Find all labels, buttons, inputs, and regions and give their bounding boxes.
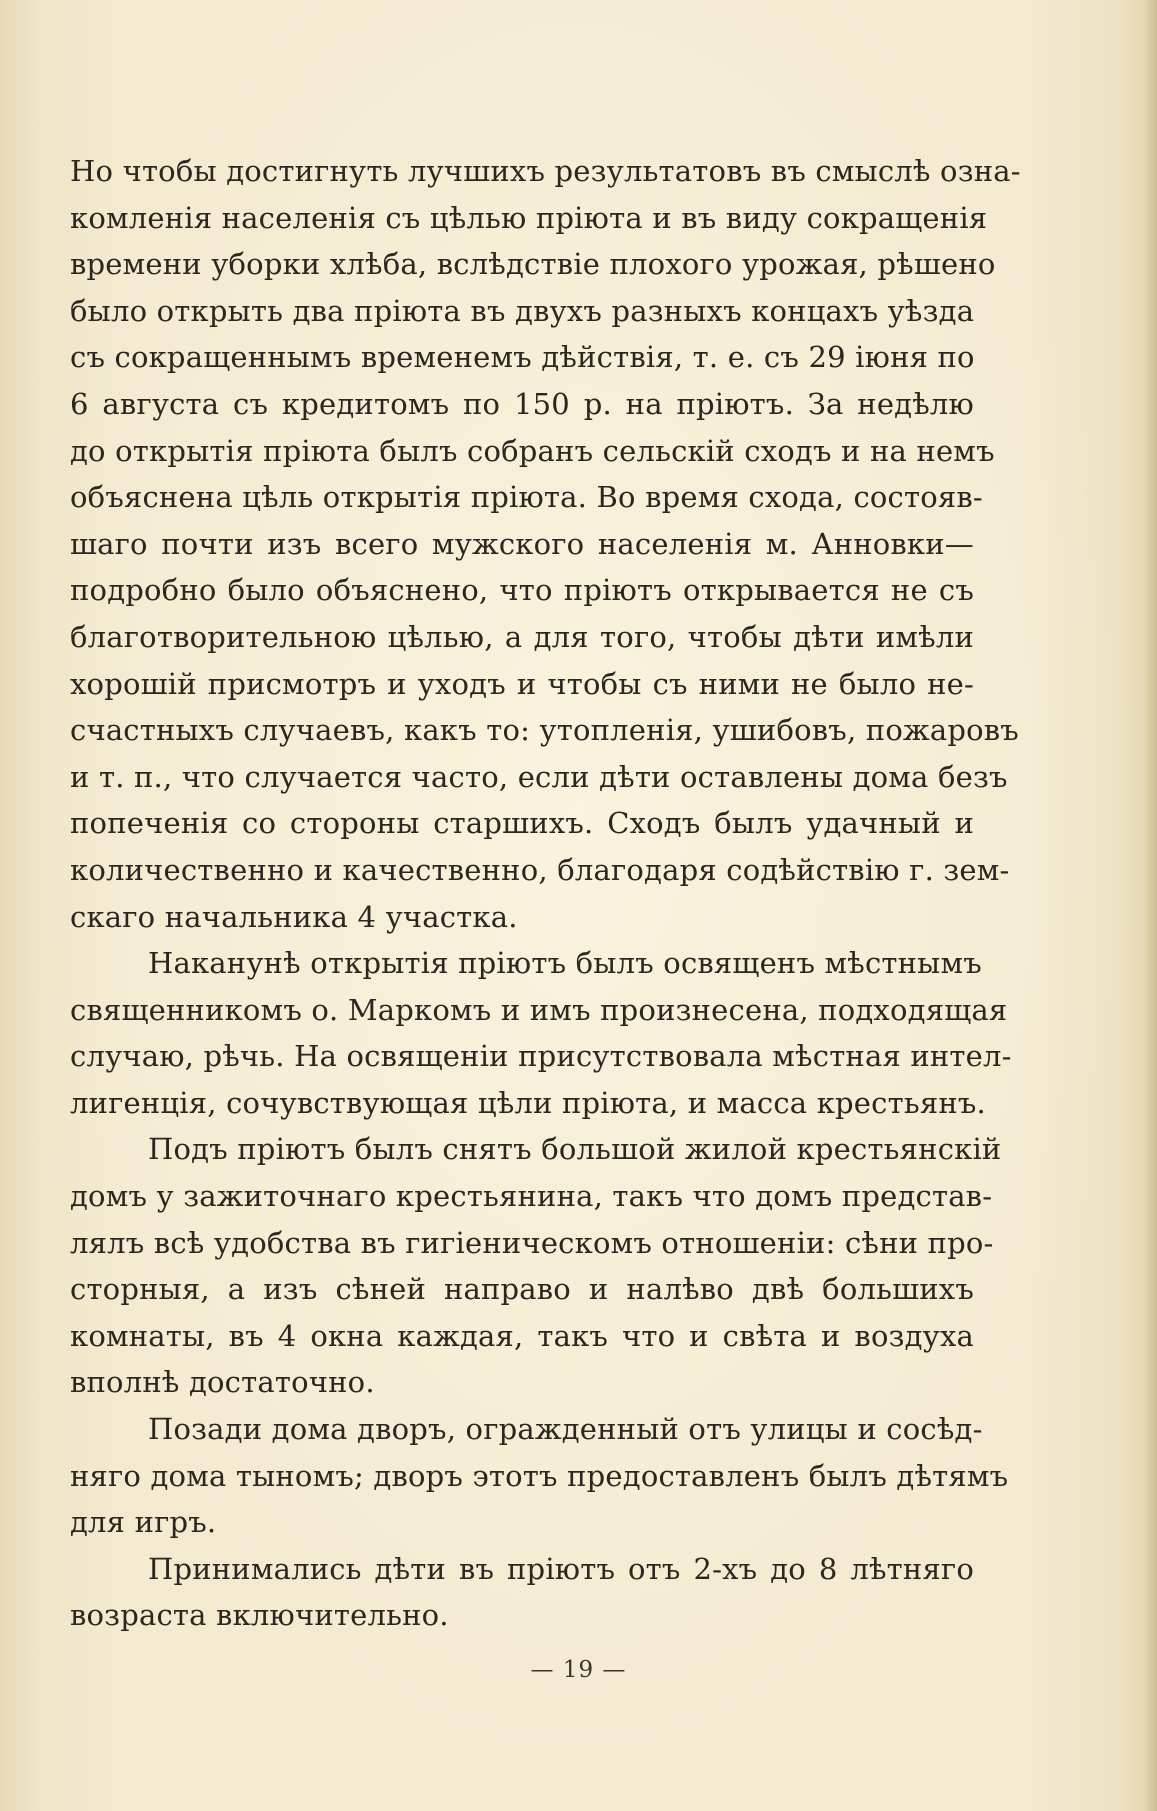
text-line: Принимались дѣти въ пріютъ отъ 2-хъ до 8 лѣтняго: [148, 1551, 974, 1586]
text-line: количественно и качественно, благодаря содѣйствію г. зем-: [70, 852, 1010, 887]
text-line: Позади дома дворъ, огражденный отъ улицы и сосѣд-: [148, 1412, 983, 1447]
text-line: возраста включительно.: [70, 1598, 449, 1633]
text-line: и т. п., что случается часто, если дѣти оставлены дома безъ: [70, 759, 1008, 794]
page-number: — 19 —: [530, 1657, 627, 1683]
text-line: комнаты, въ 4 окна каждая, такъ что и свѣта и воздуха: [70, 1318, 974, 1353]
text-line: шаго почти изъ всего мужского населенія м. Анновки—: [70, 526, 974, 561]
text-line: попеченія со стороны старшихъ. Сходъ былъ удачный и: [70, 806, 974, 841]
text-line: комленія населенія съ цѣлью пріюта и въ виду сокращенія: [70, 200, 988, 235]
text-line: лигенція, сочувствующая цѣли пріюта, и масса крестьянъ.: [70, 1085, 986, 1120]
text-line: Но чтобы достигнуть лучшихъ результатовъ въ смыслѣ озна-: [70, 154, 1021, 188]
text-line: благотворительною цѣлью, а для того, чтобы дѣти имѣли: [70, 619, 974, 654]
body-text: [70, 148, 1021, 1639]
text-line: было открыть два пріюта въ двухъ разныхъ концахъ уѣзда: [70, 293, 975, 328]
text-line: подробно было объяснено, что пріютъ открывается не съ: [70, 573, 974, 608]
text-line: съ сокращеннымъ временемъ дѣйствія, т. е. съ 29 іюня по: [70, 340, 975, 375]
text-line: скаго начальника 4 участка.: [70, 899, 518, 934]
text-line: Подъ пріютъ былъ снятъ большой жилой крестьянскій: [148, 1132, 1002, 1167]
text-line: 6 августа съ кредитомъ по 150 р. на пріютъ. За недѣлю: [70, 386, 974, 421]
text-line: объяснена цѣль открытія пріюта. Во время схода, состояв-: [70, 480, 983, 515]
text-line: хорошій присмотръ и уходъ и чтобы съ ними не было не-: [70, 666, 974, 701]
text-line: Наканунѣ открытія пріютъ былъ освященъ мѣстнымъ: [148, 946, 982, 981]
text-line: сторныя, а изъ сѣней направо и налѣво двѣ большихъ: [70, 1272, 974, 1307]
text-line: вполнѣ достаточно.: [70, 1365, 375, 1400]
text-line: времени уборки хлѣба, вслѣдствіе плохого урожая, рѣшено: [70, 247, 996, 282]
text-line: до открытія пріюта былъ собранъ сельскій сходъ и на немъ: [70, 433, 995, 468]
text-line: случаю, рѣчь. На освященіи присутствовала мѣстная интел-: [70, 1039, 1012, 1074]
text-line: для игръ.: [70, 1505, 217, 1540]
text-line: домъ у зажиточнаго крестьянина, такъ что домъ представ-: [70, 1179, 993, 1214]
page-edge-shadow: [1143, 0, 1157, 1811]
text-line: священникомъ о. Маркомъ и имъ произнесена, подходящая: [70, 992, 1008, 1027]
text-line: лялъ всѣ удобства въ гигіеническомъ отношеніи: сѣни про-: [70, 1225, 994, 1260]
text-line: счастныхъ случаевъ, какъ то: утопленія, ушибовъ, пожаровъ: [70, 713, 1019, 748]
text-line: няго дома тыномъ; дворъ этотъ предоставленъ былъ дѣтямъ: [70, 1458, 1009, 1493]
